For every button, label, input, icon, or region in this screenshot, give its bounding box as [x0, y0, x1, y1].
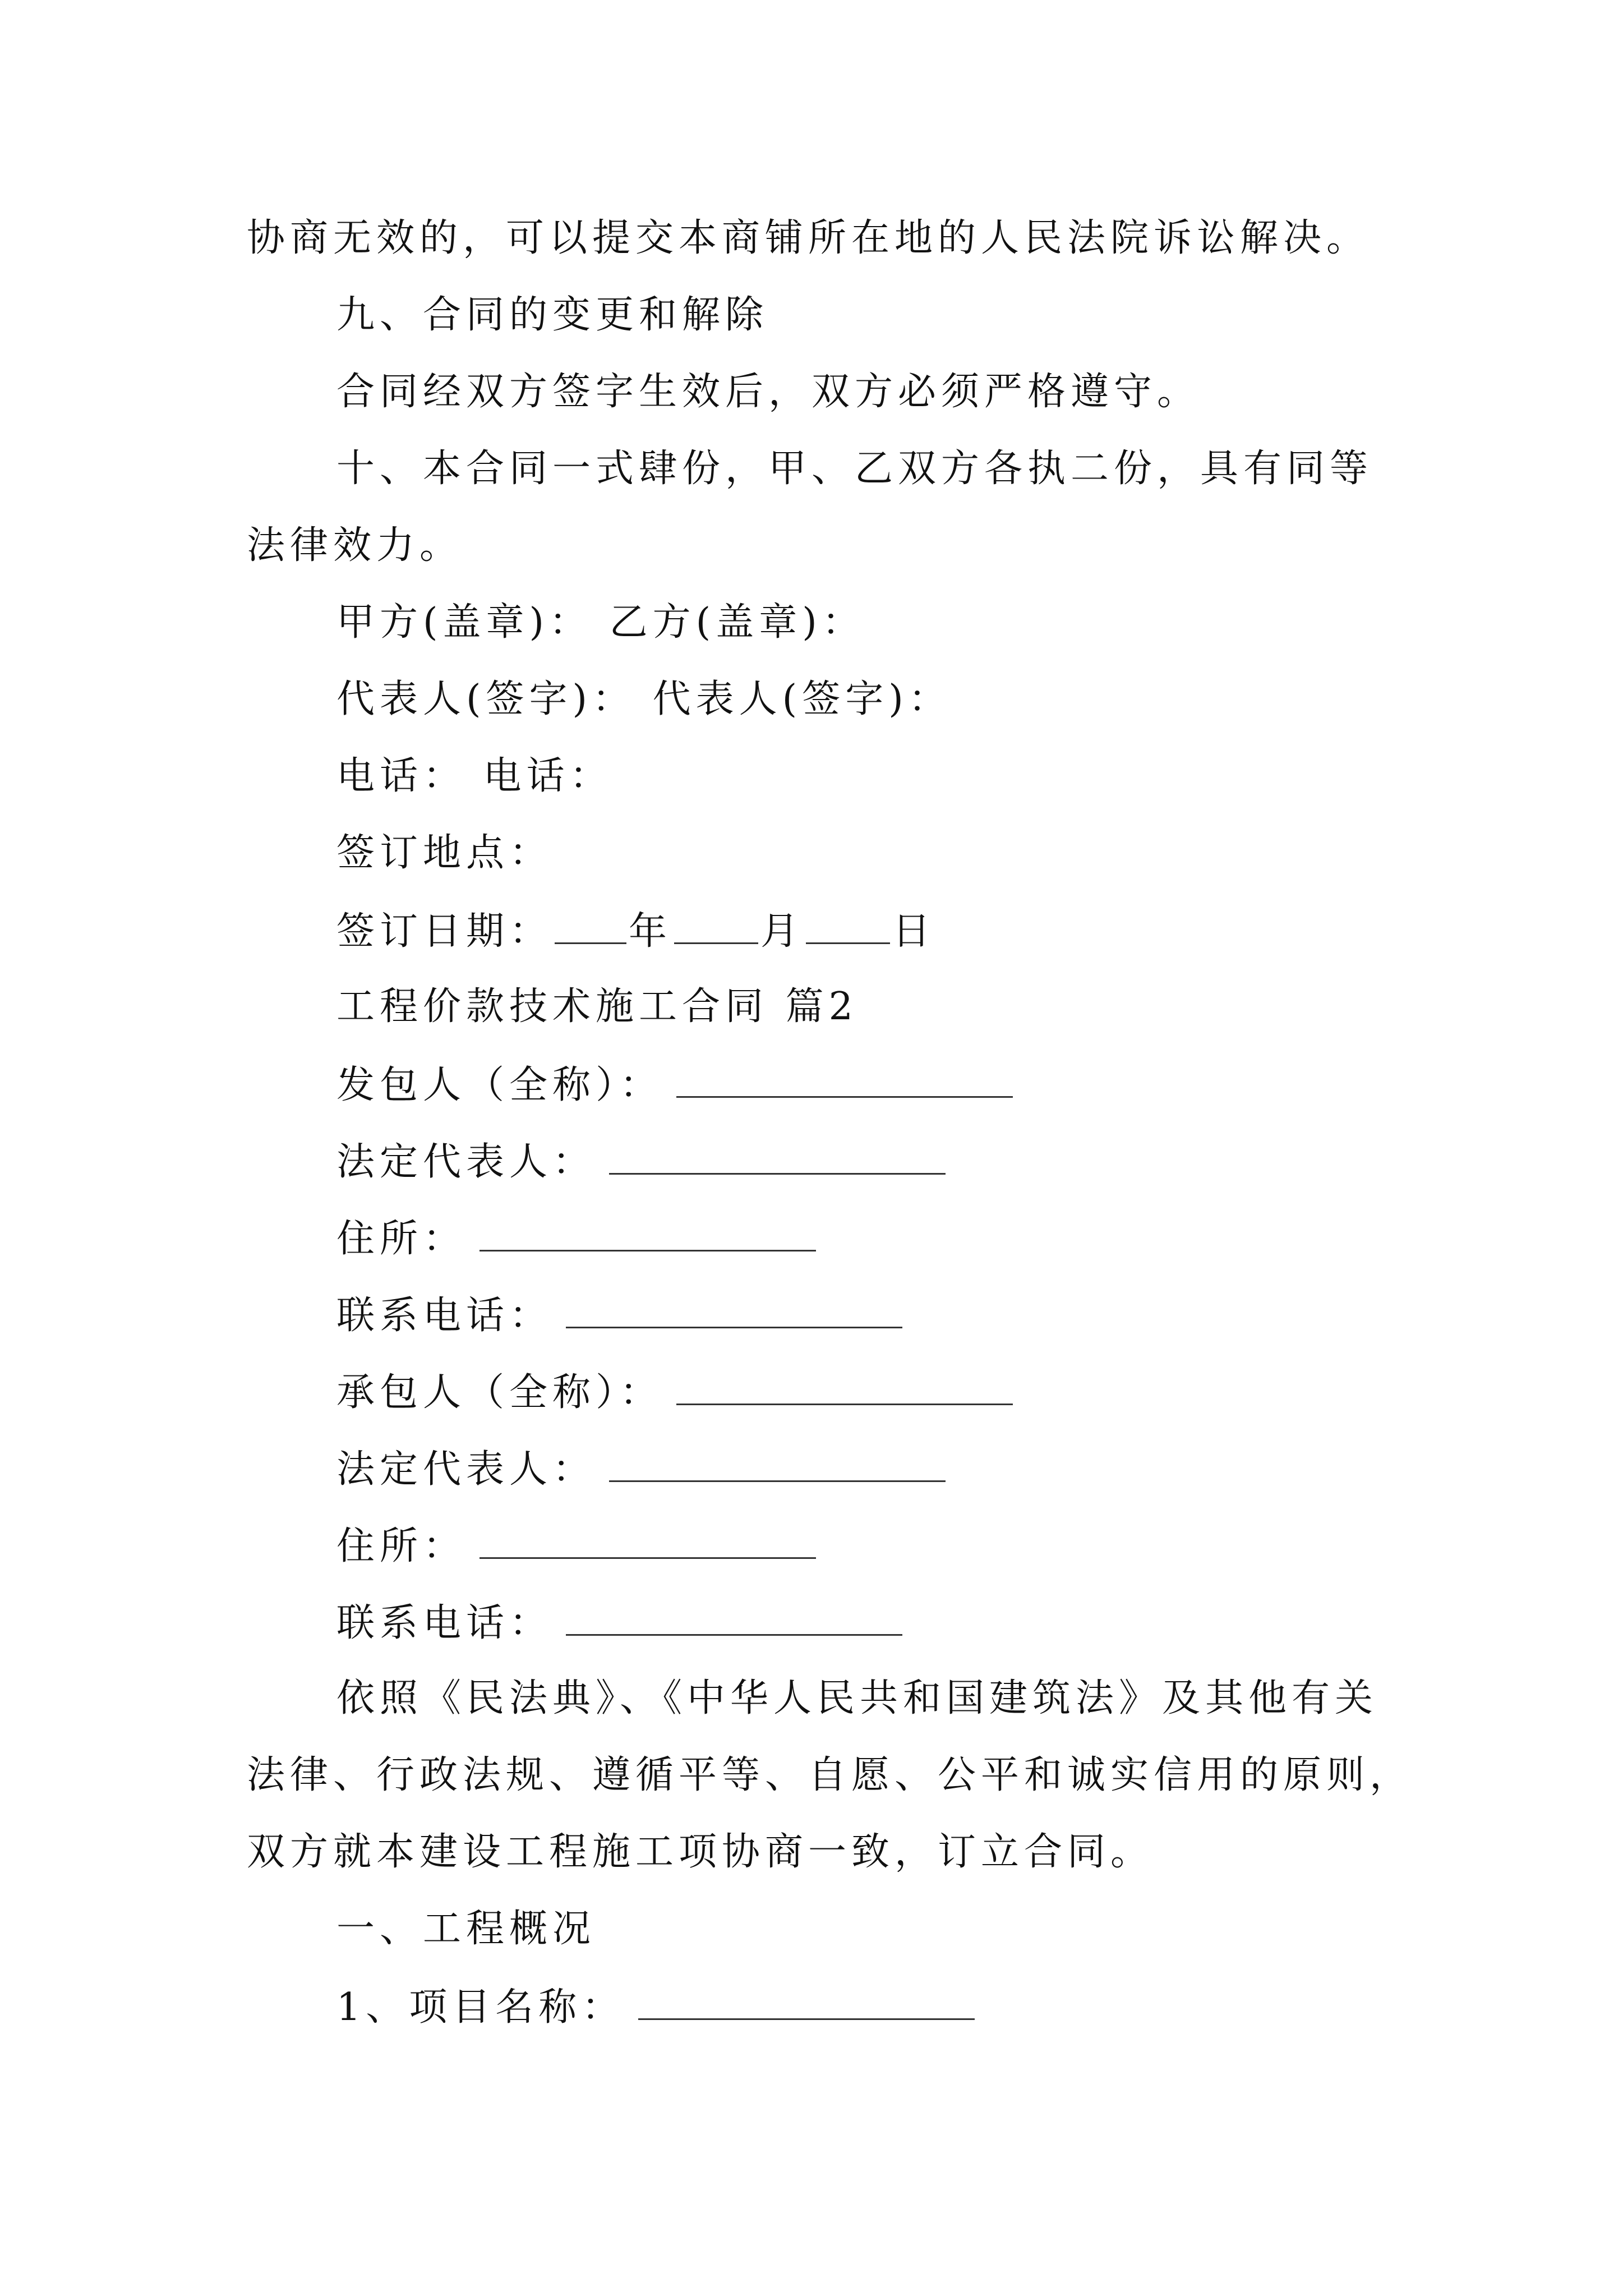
signature-phone-line: 电话： 电话：	[336, 754, 613, 798]
field-label: 联系电话：	[336, 1294, 553, 1338]
field-blank	[566, 1292, 902, 1328]
field-label: 住所：	[336, 1524, 467, 1568]
text-line: 协商无效的，可以提交本商铺所在地的人民法院诉讼解决。	[247, 216, 1370, 260]
section-title: 工程价款技术施工合同 篇2	[336, 984, 858, 1029]
signature-seal-line: 甲方(盖章)： 乙方(盖章)：	[336, 600, 865, 645]
section-heading: 一、工程概况	[336, 1907, 596, 1951]
year-label: 年	[629, 909, 672, 954]
text-line: 法律效力。	[247, 523, 463, 568]
field-label: 住所：	[336, 1217, 467, 1261]
field-line	[336, 1061, 1015, 1108]
month-blank	[674, 908, 758, 944]
field-blank	[566, 1599, 902, 1636]
text-line: 合同经双方签字生效后，双方必须严格遵守。	[336, 370, 1201, 414]
day-blank	[806, 908, 890, 944]
field-line	[336, 1369, 1015, 1415]
field-label: 法定代表人：	[336, 1140, 596, 1184]
paragraph-line: 双方就本建设工程施工项协商一致，订立合同。	[247, 1830, 1154, 1874]
signature-representative-line: 代表人(签字)： 代表人(签字)：	[336, 677, 952, 721]
field-blank	[609, 1446, 946, 1482]
field-line	[336, 1446, 948, 1492]
clause-heading: 十、本合同一式肆份，甲、乙双方各执二份，具有同等	[336, 447, 1373, 491]
field-label: 法定代表人：	[336, 1447, 596, 1492]
signing-date-line	[336, 908, 935, 954]
field-line	[336, 1215, 818, 1262]
field-label: 1、项目名称：	[336, 1985, 625, 2030]
field-blank	[676, 1061, 1013, 1098]
field-line	[336, 1138, 948, 1185]
field-blank	[638, 1984, 975, 2020]
field-label: 发包人（全称）：	[336, 1063, 663, 1107]
signing-date-label: 签订日期：	[336, 909, 553, 954]
paragraph-line: 法律、行政法规、遵循平等、自愿、公平和诚实信用的原则，	[247, 1753, 1413, 1797]
field-line	[336, 1599, 905, 1646]
clause-heading: 九、合同的变更和解除	[336, 293, 769, 337]
field-blank	[479, 1215, 816, 1251]
paragraph-line: 依照《民法典》、《中华人民共和国建筑法》及其他有关	[336, 1676, 1378, 1720]
field-line	[336, 1522, 818, 1569]
field-line	[336, 1984, 977, 2030]
field-line	[336, 1292, 905, 1338]
field-blank	[676, 1369, 1013, 1405]
field-label: 承包人（全称）：	[336, 1370, 663, 1415]
signing-place-line: 签订地点：	[336, 831, 553, 875]
field-label: 联系电话：	[336, 1601, 553, 1645]
field-blank	[609, 1138, 946, 1175]
day-label: 日	[892, 909, 936, 954]
year-blank	[555, 908, 626, 944]
field-blank	[479, 1522, 816, 1559]
month-label: 月	[760, 909, 804, 954]
